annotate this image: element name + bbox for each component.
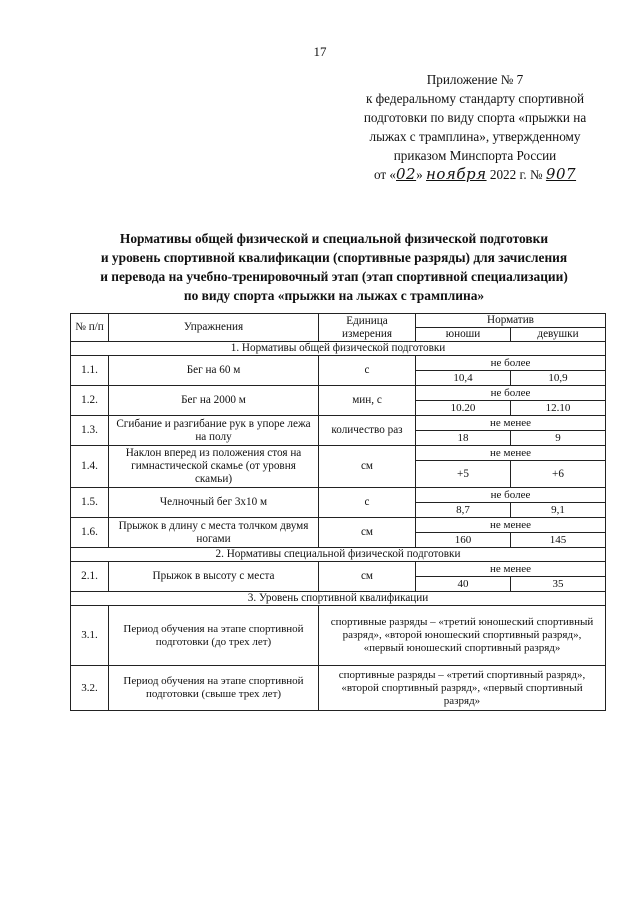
row-boys-value: 10,4	[416, 371, 511, 386]
row-num: 2.1.	[71, 562, 109, 592]
table-row	[71, 518, 606, 533]
qualification-period: Период обучения на этапе спортивной подготовки (до трех лет)	[109, 606, 319, 666]
date-mid: »	[416, 167, 426, 182]
header-unit: Единица измерения	[319, 314, 416, 342]
row-exercise: Бег на 60 м	[109, 356, 319, 386]
row-condition: не менее	[416, 446, 606, 461]
title-line: и перевода на учебно-тренировочный этап (этап спортивной специализации)	[100, 269, 568, 284]
qualification-row	[71, 666, 606, 711]
row-boys-value: 40	[416, 577, 511, 592]
appendix-line: к федеральному стандарту спортивной	[365, 91, 585, 106]
row-unit: см	[319, 446, 416, 488]
header-exercise: Упражнения	[109, 314, 319, 342]
table-row	[71, 488, 606, 503]
row-exercise: Челночный бег 3х10 м	[109, 488, 319, 518]
section-title: 2. Нормативы специальной физической подготовки	[71, 548, 606, 562]
table-row	[71, 386, 606, 401]
date-prefix: от «	[373, 167, 397, 182]
document-title	[40, 229, 628, 305]
row-num: 3.1.	[71, 606, 109, 666]
row-condition: не более	[416, 488, 606, 503]
handwritten-order-number: 907	[545, 165, 577, 183]
table-row	[71, 416, 606, 431]
title-line: Нормативы общей физической и специальной физической подготовки	[119, 231, 549, 246]
year-text: 2022 г. №	[486, 167, 546, 182]
row-num: 1.4.	[71, 446, 109, 488]
header-girls: девушки	[511, 328, 606, 342]
row-girls-value: +6	[511, 461, 606, 488]
header-boys: юноши	[416, 328, 511, 342]
appendix-line: подготовки по виду спорта «прыжки на	[363, 110, 587, 125]
row-exercise: Прыжок в высоту с места	[109, 562, 319, 592]
appendix-block	[330, 70, 620, 184]
row-unit: с	[319, 488, 416, 518]
qualification-requirement: спортивные разряды – «третий юношеский спортивный разряд», «второй юношеский спортивный разряд», «первый юношеский спортивный разряд»	[319, 606, 606, 666]
row-exercise: Прыжок в длину с места толчком двумя ногами	[109, 518, 319, 548]
row-girls-value: 145	[511, 533, 606, 548]
row-num: 1.5.	[71, 488, 109, 518]
header-num: № п/п	[71, 314, 109, 342]
section-row	[71, 548, 606, 562]
row-exercise: Наклон вперед из положения стоя на гимнастической скамье (от уровня скамьи)	[109, 446, 319, 488]
row-unit: см	[319, 562, 416, 592]
table-row	[71, 446, 606, 461]
section-title: 3. Уровень спортивной квалификации	[71, 592, 606, 606]
row-girls-value: 9,1	[511, 503, 606, 518]
row-condition: не более	[416, 356, 606, 371]
table-row	[71, 562, 606, 577]
row-boys-value: 18	[416, 431, 511, 446]
row-num: 3.2.	[71, 666, 109, 711]
row-num: 1.3.	[71, 416, 109, 446]
row-unit: мин, с	[319, 386, 416, 416]
appendix-line: приказом Минспорта России	[393, 148, 557, 163]
row-unit: с	[319, 356, 416, 386]
section-row	[71, 342, 606, 356]
row-condition: не менее	[416, 416, 606, 431]
title-line: по виду спорта «прыжки на лыжах с трамплина»	[183, 288, 485, 303]
row-unit: см	[319, 518, 416, 548]
row-boys-value: +5	[416, 461, 511, 488]
page-number: 17	[313, 44, 327, 59]
handwritten-month: ноября	[426, 165, 487, 183]
order-date-line	[330, 165, 620, 184]
table-row	[71, 356, 606, 371]
header-norm: Норматив	[416, 314, 606, 328]
row-condition: не менее	[416, 518, 606, 533]
row-girls-value: 10,9	[511, 371, 606, 386]
section-row	[71, 592, 606, 606]
row-num: 1.1.	[71, 356, 109, 386]
row-boys-value: 10.20	[416, 401, 511, 416]
row-num: 1.6.	[71, 518, 109, 548]
section-title: 1. Нормативы общей физической подготовки	[71, 342, 606, 356]
row-exercise: Бег на 2000 м	[109, 386, 319, 416]
qualification-requirement: спортивные разряды – «третий спортивный разряд», «второй спортивный разряд», «первый спортивный разряд»	[319, 666, 606, 711]
appendix-line: лыжах с трамплина», утвержденному	[369, 129, 581, 144]
norms-table	[70, 313, 606, 711]
row-boys-value: 160	[416, 533, 511, 548]
row-unit: количество раз	[319, 416, 416, 446]
row-condition: не более	[416, 386, 606, 401]
row-num: 1.2.	[71, 386, 109, 416]
handwritten-day: 02	[396, 165, 417, 183]
header-row	[71, 314, 606, 328]
row-girls-value: 12.10	[511, 401, 606, 416]
row-condition: не менее	[416, 562, 606, 577]
row-boys-value: 8,7	[416, 503, 511, 518]
row-exercise: Сгибание и разгибание рук в упоре лежа на полу	[109, 416, 319, 446]
appendix-line: Приложение № 7	[426, 72, 524, 87]
title-line: и уровень спортивной квалификации (спортивные разряды) для зачисления	[100, 250, 568, 265]
qualification-period: Период обучения на этапе спортивной подготовки (свыше трех лет)	[109, 666, 319, 711]
qualification-row	[71, 606, 606, 666]
row-girls-value: 9	[511, 431, 606, 446]
row-girls-value: 35	[511, 577, 606, 592]
